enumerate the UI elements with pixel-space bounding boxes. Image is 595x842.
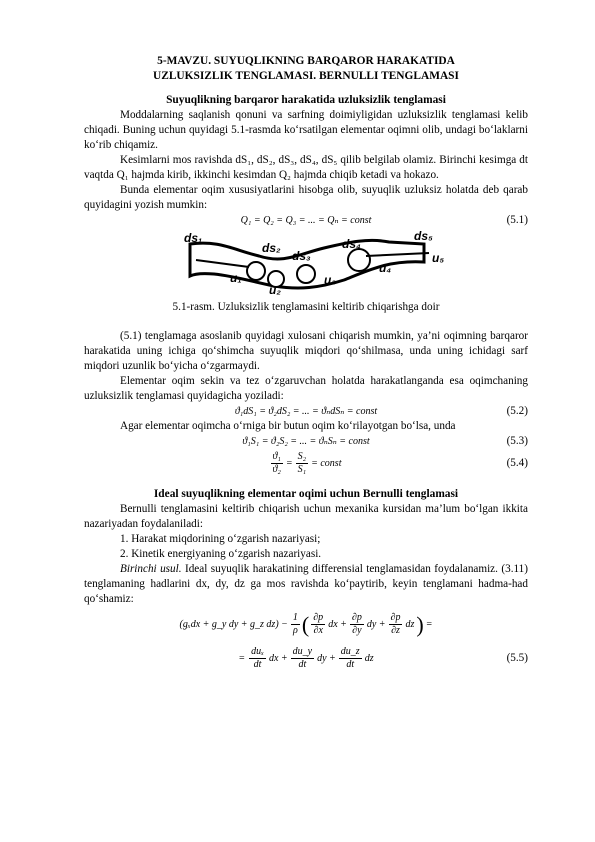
- formula-number: (5.5): [506, 651, 528, 664]
- label-ds2: ds₂: [262, 241, 281, 255]
- paragraph: Elementar oqim sekin va tez o‘zgaruvchan holatda harakatlanganda esa oqimchaning uzluksizlik tenglamasi quyidagicha yoziladi:: [84, 375, 528, 402]
- formula-5-5-line1: (gₓdx + g_y dy + g_z dz) − $\frac{1}{\rho}$ ( $\frac{\partial p}{\partial x}$ dx + $\frac{\partial p}{\partial y}$ dy + $\frac{\partial p}{\partial z}$ dz ) =: [179, 611, 433, 637]
- section-4: [348, 249, 370, 271]
- fraction-area: $\frac{\text{S₂}}{\text{S₁}}$: [297, 450, 307, 475]
- label-u5: u₅: [432, 251, 445, 265]
- formula-5-1: [84, 213, 528, 228]
- formula-text: ϑ₁dS₁ = ϑ₂dS₂ = ... = ϑₙdSₙ = const: [234, 406, 378, 417]
- paragraph: (5.1) tenglamaga asoslanib quyidagi xulosani chiqarish mumkin, ya’ni oqimning barqaror harakatida uning ichiga qo‘shimcha suyuqlik miqdori qo‘shilmasa, unda uning ichidagi sarf miqdori uzunlik bo‘yicha o‘zgarmaydi.: [84, 330, 528, 372]
- section-3: [297, 265, 315, 283]
- stream-tube-diagram: [84, 230, 528, 297]
- list-item: 1. Harakat miqdorining o‘zgarish nazariyasi;: [120, 533, 321, 545]
- formula-number: (5.4): [506, 456, 528, 469]
- document-page: [84, 54, 528, 675]
- label-u4: u₄: [379, 261, 392, 275]
- paragraph: Bunda elementar oqim xususiyatlarini hisobga olib, suyuqlik uzluksiz holatda deb qarab quyidagini yozish mumkin:: [84, 184, 528, 211]
- formula-5-4: $\frac{\text{ϑ₁}}{\text{ϑ₂}}$ = $\frac{\text{S₂}}{\text{S₁}}$ = const (5.4): [272, 450, 528, 475]
- method-label: Birinchi usul.: [120, 563, 182, 575]
- formula-5-3: [84, 434, 528, 449]
- section-heading-bernoulli: Ideal suyuqlikning elementar oqimi uchun Bernulli tenglamasi: [153, 488, 459, 500]
- fraction-velocity: $\frac{\text{ϑ₁}}{\text{ϑ₂}}$: [272, 450, 281, 475]
- title-line-1: 5-MAVZU. SUYUQLIKNING BARQAROR HARAKATIDA: [157, 55, 455, 67]
- paragraph: Bernulli tenglamasini keltirib chiqarish uchun mexanika kursidan ma’lum bo‘lgan ikkita nazariyadan foydalaniladi:: [84, 503, 528, 530]
- label-ds1: ds₁: [184, 231, 203, 245]
- page-title: [84, 54, 528, 84]
- paragraph: Moddalarning saqlanish qonuni va sarfning doimiyligidan uzluksizlik tenglamasi kelib chiqadi. Buning uchun quyidagi 5.1-rasmda ko‘rsatilgan elementar oqimni olib, undagi bo‘laklarni ko‘rib chiqamiz.: [84, 109, 528, 151]
- formula-text: Q₁ = Q₂ = Q₃ = ... = Qₙ = const: [240, 215, 372, 226]
- paragraph: Birinchi usul. Ideal suyuqlik harakatining differensial tenglamasidan foydalanamiz. (3.11) tenglamaning hadlarini dx, dy, dz ga mos ravishda ko‘paytirib, keyin tenglamani hadma-had qo‘shamiz:: [84, 563, 528, 605]
- flow-arrow-5: [366, 253, 429, 256]
- title-line-2: UZLUKSIZLIK TENGLAMASI. BERNULLI TENGLAMASI: [153, 70, 459, 82]
- formula-number: (5.1): [506, 214, 528, 226]
- label-ds3: ds₃: [292, 249, 311, 263]
- label-u1: u₁: [230, 271, 242, 285]
- formula-number: (5.2): [506, 405, 528, 417]
- figure-caption: 5.1-rasm. Uzluksizlik tenglamasini keltirib chiqarishga doir: [172, 301, 440, 313]
- section-heading-continuity: Suyuqlikning barqaror harakatida uzluksizlik tenglamasi: [166, 94, 446, 106]
- flow-arrow-1: [196, 260, 249, 267]
- list-item: 2. Kinetik energiyaning o‘zgarish nazariyasi.: [120, 548, 322, 560]
- paragraph: Kesimlarni mos ravishda dS₁, dS₂, dS₃, dS₄, dS₅ qilib belgilab olamiz. Birinchi kesimga dt vaqtda Q₁ hajmda kirib, ikkinchi kesimdan Q₂ hajmda chiqib ketadi va hokazo.: [84, 154, 528, 181]
- formula-5-2: [84, 404, 528, 419]
- section-2: [247, 262, 265, 280]
- paragraph: Agar elementar oqimcha o‘rniga bir butun oqim ko‘rilayotgan bo‘lsa, unda: [120, 420, 456, 432]
- formula-5-5-line2: = $\frac{\text{duₓ}}{dt}$ dx + $\frac{du\_y}{dt}$ dy + $\frac{du\_z}{dt}$ dz (5.5): [238, 645, 528, 670]
- label-u3: u₃: [324, 273, 336, 287]
- formula-text: ϑ₁S₁ = ϑ₂S₂ = ... = ϑₙSₙ = const: [242, 436, 370, 447]
- label-ds4: ds₄: [342, 237, 361, 251]
- label-u2: u₂: [269, 283, 281, 297]
- stream-tube-figure: [84, 230, 528, 297]
- label-ds5: ds₅: [414, 230, 433, 243]
- formula-number: (5.3): [506, 435, 528, 447]
